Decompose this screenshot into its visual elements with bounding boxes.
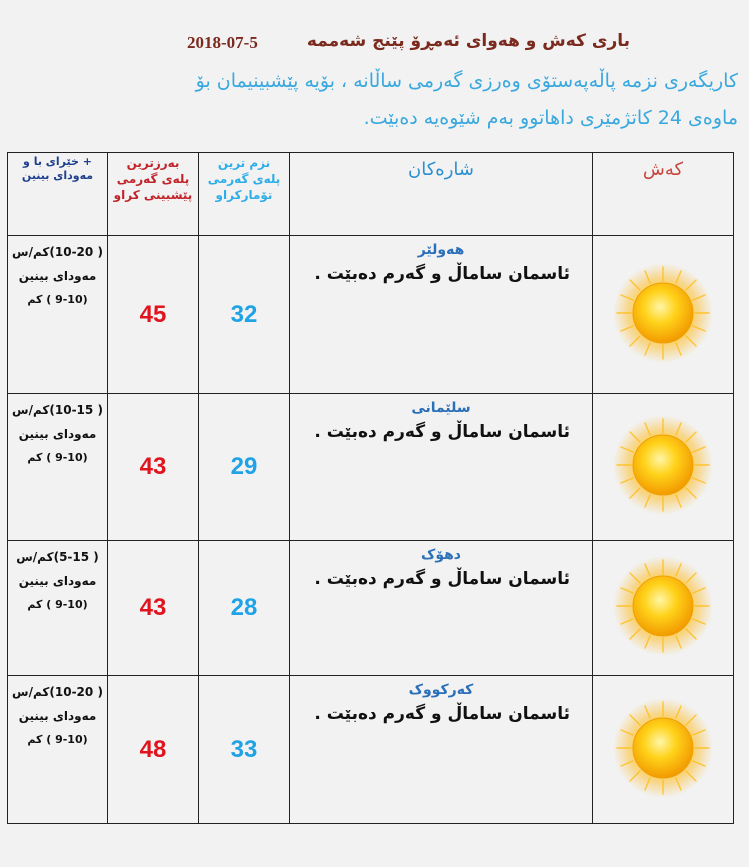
weather-icon-cell — [593, 236, 734, 394]
weather-description: ئاسمان ساماڵ و گەرم دەبێت . — [314, 569, 570, 589]
weather-icon-cell — [593, 394, 734, 541]
city-cell — [290, 236, 593, 394]
header-min-temp — [199, 153, 290, 236]
sun-icon — [613, 698, 713, 798]
city-name: کەرکووک — [408, 682, 474, 698]
report-date: 2018-07-5 — [187, 33, 258, 52]
min-temp-value: 33 — [199, 676, 290, 824]
city-cell — [290, 541, 593, 676]
weather-description: ئاسمان ساماڵ و گەرم دەبێت . — [314, 704, 570, 724]
header-high-line-1: بەرزترین — [126, 156, 180, 170]
city-cell — [290, 676, 593, 824]
visibility-value: (9-10 ) کم — [27, 293, 88, 306]
header-wind-visibility — [8, 153, 108, 236]
forecast-table — [7, 152, 734, 824]
intro-line-1: کاریگەری نزمە پاڵەپەستۆی وەرزی گەرمی ساڵانە ، بۆیە پێشبینیمان بۆ — [195, 70, 738, 92]
wind-visibility-cell — [8, 236, 108, 394]
city-cell — [290, 394, 593, 541]
max-temp-value: 45 — [108, 236, 199, 394]
max-temp-value: 43 — [108, 541, 199, 676]
max-temp-value: 48 — [108, 676, 199, 824]
city-name: سلێمانی — [411, 400, 471, 416]
sun-icon — [613, 556, 713, 656]
wind-speed: ( 10-20)کم/س — [12, 245, 103, 259]
table-row — [8, 676, 734, 824]
wind-visibility-cell — [8, 394, 108, 541]
max-temp-value: 43 — [108, 394, 199, 541]
header-low-line-2: پلەی گەرمی — [207, 172, 281, 186]
header-cities: شارەکان — [290, 153, 593, 236]
header-low-line-3: تۆمارکراو — [215, 188, 273, 202]
visibility-value: (9-10 ) کم — [27, 451, 88, 464]
weather-description: ئاسمان ساماڵ و گەرم دەبێت . — [314, 422, 570, 442]
wind-visibility-cell — [8, 676, 108, 824]
weather-icon-cell — [593, 541, 734, 676]
intro-line-2: ماوەی 24 کاتژمێری داهاتوو بەم شێوەیە دەبێت. — [363, 107, 738, 129]
header-wind-line-2: مەودای بینین — [21, 169, 94, 182]
weather-icon-cell — [593, 676, 734, 824]
visibility-label: مەودای بینین — [18, 427, 97, 441]
header-wind-line-1: خێرای با و + — [23, 155, 92, 168]
min-temp-value: 28 — [199, 541, 290, 676]
weather-description: ئاسمان ساماڵ و گەرم دەبێت . — [314, 264, 570, 284]
visibility-value: (9-10 ) کم — [27, 733, 88, 746]
report-header — [0, 31, 749, 59]
header-low-line-1: نزم ترین — [217, 156, 271, 170]
sun-icon — [613, 263, 713, 363]
city-name: دهۆک — [420, 547, 461, 563]
visibility-value: (9-10 ) کم — [27, 598, 88, 611]
report-title: باری کەش و هەوای ئەمڕۆ پێنج شەممە — [306, 31, 630, 51]
forecast-intro — [20, 63, 738, 137]
sun-icon — [613, 415, 713, 515]
city-name: هەولێر — [417, 242, 465, 258]
wind-speed: ( 5-15)کم/س — [16, 550, 99, 564]
min-temp-value: 29 — [199, 394, 290, 541]
header-high-line-3: پێشبینی کراو — [113, 188, 193, 202]
table-header-row — [8, 153, 734, 236]
visibility-label: مەودای بینین — [18, 574, 97, 588]
wind-speed: ( 10-15)کم/س — [12, 403, 103, 417]
visibility-label: مەودای بینین — [18, 709, 97, 723]
wind-visibility-cell — [8, 541, 108, 676]
min-temp-value: 32 — [199, 236, 290, 394]
header-high-line-2: پلەی گەرمی — [116, 172, 190, 186]
table-row — [8, 541, 734, 676]
header-max-temp — [108, 153, 199, 236]
header-weather: کەش — [593, 153, 734, 236]
visibility-label: مەودای بینین — [18, 269, 97, 283]
table-row — [8, 236, 734, 394]
wind-speed: ( 10-20)کم/س — [12, 685, 103, 699]
table-row — [8, 394, 734, 541]
